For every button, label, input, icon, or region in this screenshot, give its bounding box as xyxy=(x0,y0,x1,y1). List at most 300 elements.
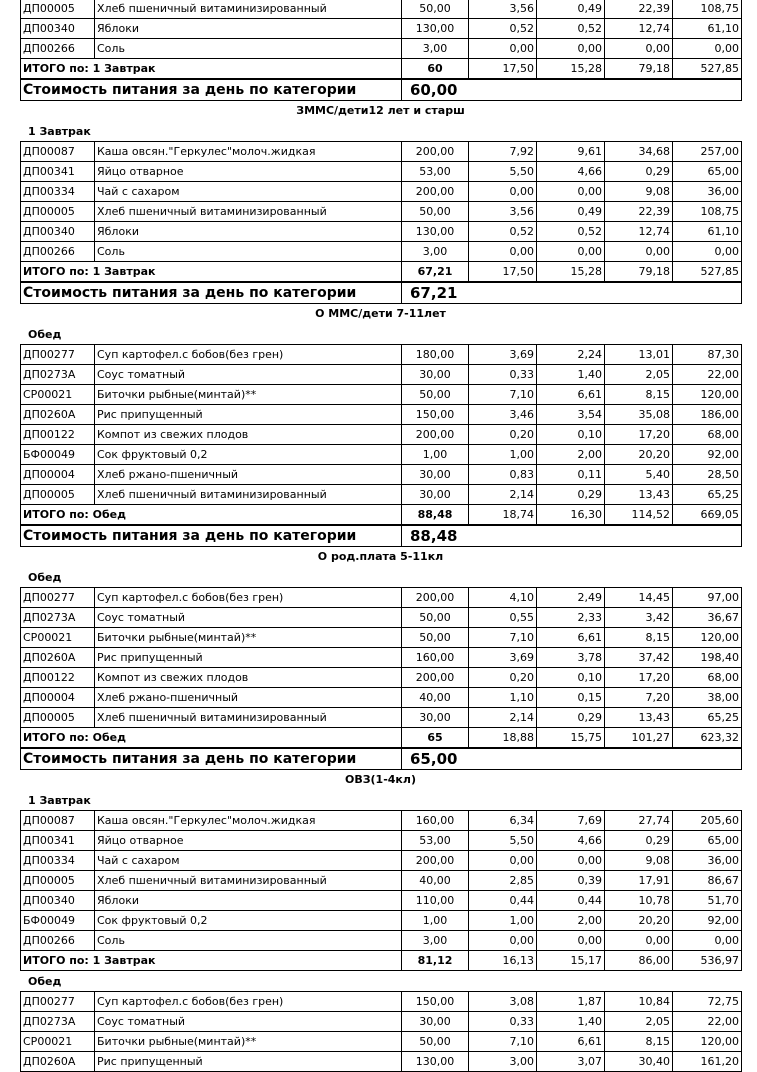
meal-total-cost: 81,12 xyxy=(402,951,469,971)
table-row xyxy=(21,851,742,871)
meal-total-carbs: 101,27 xyxy=(605,728,673,748)
dish-name: Яблоки xyxy=(95,891,402,911)
category-cost-row xyxy=(21,749,742,770)
dish-protein: 7,10 xyxy=(469,385,537,405)
category-cost-row xyxy=(21,80,742,101)
dish-name: Хлеб пшеничный витаминизированный xyxy=(95,202,402,222)
dish-protein: 3,69 xyxy=(469,345,537,365)
dish-code: ДП00277 xyxy=(21,588,95,608)
dish-fat: 0,10 xyxy=(537,425,605,445)
dish-name: Яблоки xyxy=(95,222,402,242)
dish-fat: 3,07 xyxy=(537,1052,605,1072)
dish-quantity: 50,00 xyxy=(402,202,469,222)
dish-protein: 0,00 xyxy=(469,931,537,951)
meal-title: 1 Завтрак xyxy=(28,794,91,807)
dish-code: ДП00005 xyxy=(21,708,95,728)
dish-fat: 0,44 xyxy=(537,891,605,911)
dish-calories: 36,00 xyxy=(673,182,742,202)
dish-name: Рис припущенный xyxy=(95,1052,402,1072)
table-row xyxy=(21,628,742,648)
dish-name: Хлеб пшеничный витаминизированный xyxy=(95,485,402,505)
table-row xyxy=(21,1052,742,1072)
table-row xyxy=(21,1012,742,1032)
meal-total-protein: 18,88 xyxy=(469,728,537,748)
dish-protein: 3,56 xyxy=(469,202,537,222)
table-row xyxy=(21,425,742,445)
dish-fat: 6,61 xyxy=(537,385,605,405)
table-row xyxy=(21,485,742,505)
dish-name: Рис припущенный xyxy=(95,405,402,425)
category-cost-value: 67,21 xyxy=(402,283,742,304)
dish-protein: 1,00 xyxy=(469,445,537,465)
category-cost-row xyxy=(21,526,742,547)
dish-protein: 0,20 xyxy=(469,668,537,688)
dish-protein: 2,14 xyxy=(469,485,537,505)
dish-calories: 161,20 xyxy=(673,1052,742,1072)
dish-code: БФ00049 xyxy=(21,445,95,465)
dish-calories: 22,00 xyxy=(673,1012,742,1032)
dish-quantity: 3,00 xyxy=(402,242,469,262)
dish-name: Биточки рыбные(минтай)** xyxy=(95,385,402,405)
meal-table xyxy=(20,810,742,971)
dish-name: Хлеб пшеничный витаминизированный xyxy=(95,871,402,891)
dish-name: Яблоки xyxy=(95,19,402,39)
dish-carbs: 5,40 xyxy=(605,465,673,485)
meal-title: 1 Завтрак xyxy=(28,125,91,138)
table-row xyxy=(21,39,742,59)
dish-fat: 0,00 xyxy=(537,242,605,262)
category-cost-table xyxy=(20,79,742,101)
dish-name: Рис припущенный xyxy=(95,648,402,668)
dish-calories: 198,40 xyxy=(673,648,742,668)
table-row xyxy=(21,162,742,182)
table-row xyxy=(21,242,742,262)
dish-fat: 0,52 xyxy=(537,19,605,39)
meal-total-fat: 15,17 xyxy=(537,951,605,971)
dish-fat: 1,40 xyxy=(537,365,605,385)
dish-calories: 0,00 xyxy=(673,39,742,59)
dish-carbs: 0,00 xyxy=(605,242,673,262)
dish-fat: 0,52 xyxy=(537,222,605,242)
dish-carbs: 9,08 xyxy=(605,182,673,202)
dish-fat: 1,87 xyxy=(537,992,605,1012)
dish-fat: 7,69 xyxy=(537,811,605,831)
dish-protein: 2,14 xyxy=(469,708,537,728)
dish-protein: 5,50 xyxy=(469,831,537,851)
dish-fat: 2,00 xyxy=(537,911,605,931)
meal-table xyxy=(20,991,742,1072)
dish-fat: 3,78 xyxy=(537,648,605,668)
dish-calories: 65,00 xyxy=(673,162,742,182)
dish-carbs: 0,29 xyxy=(605,831,673,851)
meal-table xyxy=(20,141,742,282)
dish-fat: 0,15 xyxy=(537,688,605,708)
dish-code: СР00021 xyxy=(21,1032,95,1052)
dish-carbs: 0,00 xyxy=(605,931,673,951)
table-row xyxy=(21,222,742,242)
meal-total-fat: 15,75 xyxy=(537,728,605,748)
dish-protein: 5,50 xyxy=(469,162,537,182)
dish-name: Хлеб ржано-пшеничный xyxy=(95,688,402,708)
category-title: О род.плата 5-11кл xyxy=(317,550,444,563)
dish-code: ДП00004 xyxy=(21,688,95,708)
dish-carbs: 37,42 xyxy=(605,648,673,668)
dish-quantity: 50,00 xyxy=(402,628,469,648)
dish-fat: 0,00 xyxy=(537,182,605,202)
table-row xyxy=(21,345,742,365)
table-row xyxy=(21,911,742,931)
table-row xyxy=(21,465,742,485)
meal-total-calories: 669,05 xyxy=(673,505,742,525)
dish-carbs: 12,74 xyxy=(605,19,673,39)
dish-code: ДП00266 xyxy=(21,39,95,59)
category-cost-table xyxy=(20,748,742,770)
category-cost-table xyxy=(20,282,742,304)
dish-code: ДП00340 xyxy=(21,891,95,911)
dish-code: СР00021 xyxy=(21,628,95,648)
dish-carbs: 10,84 xyxy=(605,992,673,1012)
table-row xyxy=(21,648,742,668)
dish-code: ДП0273А xyxy=(21,1012,95,1032)
dish-name: Чай с сахаром xyxy=(95,851,402,871)
dish-calories: 68,00 xyxy=(673,668,742,688)
dish-quantity: 160,00 xyxy=(402,648,469,668)
dish-calories: 92,00 xyxy=(673,445,742,465)
dish-carbs: 8,15 xyxy=(605,1032,673,1052)
dish-protein: 3,69 xyxy=(469,648,537,668)
table-row xyxy=(21,992,742,1012)
dish-calories: 28,50 xyxy=(673,465,742,485)
table-row xyxy=(21,668,742,688)
dish-fat: 1,40 xyxy=(537,1012,605,1032)
meal-total-calories: 527,85 xyxy=(673,262,742,282)
dish-quantity: 30,00 xyxy=(402,708,469,728)
dish-protein: 0,83 xyxy=(469,465,537,485)
dish-quantity: 130,00 xyxy=(402,222,469,242)
dish-code: ДП0273А xyxy=(21,365,95,385)
dish-quantity: 200,00 xyxy=(402,182,469,202)
meal-total-label: ИТОГО по: Обед xyxy=(21,505,402,525)
dish-quantity: 50,00 xyxy=(402,0,469,19)
meal-total-row xyxy=(21,262,742,282)
dish-name: Соль xyxy=(95,39,402,59)
dish-quantity: 200,00 xyxy=(402,142,469,162)
dish-code: ДП0273А xyxy=(21,608,95,628)
table-row xyxy=(21,405,742,425)
table-row xyxy=(21,0,742,19)
dish-quantity: 53,00 xyxy=(402,831,469,851)
dish-carbs: 8,15 xyxy=(605,385,673,405)
dish-calories: 61,10 xyxy=(673,222,742,242)
table-row xyxy=(21,1032,742,1052)
table-row xyxy=(21,19,742,39)
dish-carbs: 13,43 xyxy=(605,708,673,728)
dish-protein: 0,52 xyxy=(469,222,537,242)
dish-code: ДП00266 xyxy=(21,931,95,951)
table-row xyxy=(21,688,742,708)
dish-name: Каша овсян."Геркулес"молоч.жидкая xyxy=(95,142,402,162)
dish-carbs: 14,45 xyxy=(605,588,673,608)
dish-fat: 4,66 xyxy=(537,831,605,851)
dish-name: Яйцо отварное xyxy=(95,162,402,182)
dish-code: ДП00004 xyxy=(21,465,95,485)
dish-name: Сок фруктовый 0,2 xyxy=(95,911,402,931)
dish-name: Хлеб ржано-пшеничный xyxy=(95,465,402,485)
dish-calories: 205,60 xyxy=(673,811,742,831)
dish-protein: 7,10 xyxy=(469,628,537,648)
dish-calories: 186,00 xyxy=(673,405,742,425)
table-row xyxy=(21,708,742,728)
dish-calories: 97,00 xyxy=(673,588,742,608)
category-cost-label: Стоимость питания за день по категории xyxy=(21,80,402,101)
dish-name: Биточки рыбные(минтай)** xyxy=(95,628,402,648)
dish-protein: 0,33 xyxy=(469,365,537,385)
category-cost-row xyxy=(21,283,742,304)
dish-calories: 36,67 xyxy=(673,608,742,628)
dish-quantity: 1,00 xyxy=(402,911,469,931)
dish-quantity: 150,00 xyxy=(402,992,469,1012)
table-row xyxy=(21,182,742,202)
dish-code: ДП00005 xyxy=(21,0,95,19)
dish-protein: 3,00 xyxy=(469,1052,537,1072)
dish-carbs: 2,05 xyxy=(605,1012,673,1032)
dish-carbs: 13,43 xyxy=(605,485,673,505)
dish-carbs: 20,20 xyxy=(605,911,673,931)
category-cost-label: Стоимость питания за день по категории xyxy=(21,283,402,304)
dish-code: ДП00340 xyxy=(21,222,95,242)
category-cost-value: 60,00 xyxy=(402,80,742,101)
dish-calories: 51,70 xyxy=(673,891,742,911)
dish-calories: 72,75 xyxy=(673,992,742,1012)
dish-calories: 257,00 xyxy=(673,142,742,162)
dish-fat: 2,00 xyxy=(537,445,605,465)
dish-quantity: 130,00 xyxy=(402,19,469,39)
dish-name: Чай с сахаром xyxy=(95,182,402,202)
dish-calories: 120,00 xyxy=(673,1032,742,1052)
dish-fat: 0,49 xyxy=(537,202,605,222)
meal-total-cost: 65 xyxy=(402,728,469,748)
dish-protein: 0,00 xyxy=(469,182,537,202)
meal-total-fat: 15,28 xyxy=(537,262,605,282)
dish-carbs: 3,42 xyxy=(605,608,673,628)
dish-quantity: 180,00 xyxy=(402,345,469,365)
meal-total-calories: 536,97 xyxy=(673,951,742,971)
dish-carbs: 20,20 xyxy=(605,445,673,465)
dish-code: ДП00087 xyxy=(21,142,95,162)
dish-fat: 0,39 xyxy=(537,871,605,891)
dish-calories: 92,00 xyxy=(673,911,742,931)
dish-code: ДП00277 xyxy=(21,345,95,365)
meal-total-carbs: 114,52 xyxy=(605,505,673,525)
meal-total-carbs: 86,00 xyxy=(605,951,673,971)
category-title: ОВЗ(1-4кл) xyxy=(344,773,416,786)
dish-carbs: 22,39 xyxy=(605,202,673,222)
dish-carbs: 17,91 xyxy=(605,871,673,891)
dish-quantity: 200,00 xyxy=(402,588,469,608)
table-row xyxy=(21,385,742,405)
dish-protein: 0,33 xyxy=(469,1012,537,1032)
dish-protein: 0,00 xyxy=(469,39,537,59)
meal-table xyxy=(20,0,742,79)
dish-fat: 4,66 xyxy=(537,162,605,182)
dish-carbs: 22,39 xyxy=(605,0,673,19)
meal-total-label: ИТОГО по: Обед xyxy=(21,728,402,748)
meal-total-row xyxy=(21,59,742,79)
dish-fat: 2,49 xyxy=(537,588,605,608)
dish-fat: 3,54 xyxy=(537,405,605,425)
table-row xyxy=(21,202,742,222)
meal-title: Обед xyxy=(28,975,62,988)
dish-quantity: 30,00 xyxy=(402,365,469,385)
dish-name: Суп картофел.с бобов(без грен) xyxy=(95,345,402,365)
dish-name: Каша овсян."Геркулес"молоч.жидкая xyxy=(95,811,402,831)
dish-code: ДП00277 xyxy=(21,992,95,1012)
meal-total-row xyxy=(21,505,742,525)
category-title: ЗММС/дети12 лет и старш xyxy=(296,104,465,117)
dish-carbs: 17,20 xyxy=(605,668,673,688)
meal-total-protein: 17,50 xyxy=(469,59,537,79)
dish-fat: 6,61 xyxy=(537,628,605,648)
dish-calories: 68,00 xyxy=(673,425,742,445)
meal-total-carbs: 79,18 xyxy=(605,262,673,282)
dish-calories: 22,00 xyxy=(673,365,742,385)
dish-carbs: 34,68 xyxy=(605,142,673,162)
dish-protein: 3,56 xyxy=(469,0,537,19)
dish-carbs: 0,29 xyxy=(605,162,673,182)
dish-name: Соус томатный xyxy=(95,608,402,628)
dish-protein: 7,10 xyxy=(469,1032,537,1052)
dish-code: ДП00340 xyxy=(21,19,95,39)
meal-title: Обед xyxy=(28,328,62,341)
dish-calories: 0,00 xyxy=(673,931,742,951)
dish-calories: 65,25 xyxy=(673,485,742,505)
table-row xyxy=(21,871,742,891)
dish-calories: 38,00 xyxy=(673,688,742,708)
dish-protein: 1,10 xyxy=(469,688,537,708)
meal-total-fat: 16,30 xyxy=(537,505,605,525)
dish-fat: 9,61 xyxy=(537,142,605,162)
dish-quantity: 1,00 xyxy=(402,445,469,465)
dish-carbs: 10,78 xyxy=(605,891,673,911)
dish-carbs: 2,05 xyxy=(605,365,673,385)
dish-code: ДП00122 xyxy=(21,668,95,688)
dish-protein: 3,46 xyxy=(469,405,537,425)
meal-total-protein: 18,74 xyxy=(469,505,537,525)
dish-calories: 36,00 xyxy=(673,851,742,871)
dish-quantity: 40,00 xyxy=(402,871,469,891)
dish-code: ДП00005 xyxy=(21,871,95,891)
dish-quantity: 53,00 xyxy=(402,162,469,182)
dish-code: ДП00334 xyxy=(21,182,95,202)
dish-calories: 108,75 xyxy=(673,202,742,222)
meal-total-row xyxy=(21,728,742,748)
meal-table xyxy=(20,587,742,748)
dish-quantity: 3,00 xyxy=(402,39,469,59)
dish-name: Суп картофел.с бобов(без грен) xyxy=(95,992,402,1012)
meal-total-cost: 88,48 xyxy=(402,505,469,525)
dish-name: Яйцо отварное xyxy=(95,831,402,851)
meal-total-label: ИТОГО по: 1 Завтрак xyxy=(21,262,402,282)
meal-total-carbs: 79,18 xyxy=(605,59,673,79)
dish-protein: 4,10 xyxy=(469,588,537,608)
dish-fat: 0,49 xyxy=(537,0,605,19)
table-row xyxy=(21,931,742,951)
dish-name: Суп картофел.с бобов(без грен) xyxy=(95,588,402,608)
dish-calories: 65,00 xyxy=(673,831,742,851)
meal-total-label: ИТОГО по: 1 Завтрак xyxy=(21,59,402,79)
dish-protein: 6,34 xyxy=(469,811,537,831)
table-row xyxy=(21,891,742,911)
meal-total-cost: 67,21 xyxy=(402,262,469,282)
dish-carbs: 7,20 xyxy=(605,688,673,708)
dish-calories: 65,25 xyxy=(673,708,742,728)
table-row xyxy=(21,811,742,831)
dish-quantity: 130,00 xyxy=(402,1052,469,1072)
dish-code: ДП0260А xyxy=(21,405,95,425)
dish-fat: 0,10 xyxy=(537,668,605,688)
dish-protein: 0,55 xyxy=(469,608,537,628)
dish-protein: 0,20 xyxy=(469,425,537,445)
table-row xyxy=(21,445,742,465)
dish-name: Биточки рыбные(минтай)** xyxy=(95,1032,402,1052)
dish-code: ДП0260А xyxy=(21,1052,95,1072)
table-row xyxy=(21,588,742,608)
dish-calories: 61,10 xyxy=(673,19,742,39)
dish-code: ДП00266 xyxy=(21,242,95,262)
dish-name: Сок фруктовый 0,2 xyxy=(95,445,402,465)
dish-fat: 0,11 xyxy=(537,465,605,485)
dish-name: Соус томатный xyxy=(95,1012,402,1032)
meal-total-protein: 17,50 xyxy=(469,262,537,282)
meal-table xyxy=(20,344,742,525)
dish-name: Соль xyxy=(95,931,402,951)
dish-protein: 1,00 xyxy=(469,911,537,931)
dish-carbs: 30,40 xyxy=(605,1052,673,1072)
dish-quantity: 50,00 xyxy=(402,608,469,628)
dish-code: ДП00122 xyxy=(21,425,95,445)
meal-title: Обед xyxy=(28,571,62,584)
dish-fat: 0,00 xyxy=(537,931,605,951)
meal-total-calories: 623,32 xyxy=(673,728,742,748)
category-title: О ММС/дети 7-11лет xyxy=(315,307,446,320)
dish-quantity: 3,00 xyxy=(402,931,469,951)
category-cost-label: Стоимость питания за день по категории xyxy=(21,526,402,547)
dish-fat: 0,00 xyxy=(537,39,605,59)
dish-carbs: 8,15 xyxy=(605,628,673,648)
dish-quantity: 200,00 xyxy=(402,668,469,688)
dish-quantity: 200,00 xyxy=(402,425,469,445)
dish-calories: 108,75 xyxy=(673,0,742,19)
dish-code: ДП0260А xyxy=(21,648,95,668)
meal-total-fat: 15,28 xyxy=(537,59,605,79)
dish-code: СР00021 xyxy=(21,385,95,405)
table-row xyxy=(21,365,742,385)
dish-carbs: 0,00 xyxy=(605,39,673,59)
dish-code: БФ00049 xyxy=(21,911,95,931)
dish-protein: 0,00 xyxy=(469,851,537,871)
dish-calories: 86,67 xyxy=(673,871,742,891)
dish-quantity: 30,00 xyxy=(402,1012,469,1032)
dish-calories: 120,00 xyxy=(673,385,742,405)
dish-quantity: 50,00 xyxy=(402,385,469,405)
dish-carbs: 27,74 xyxy=(605,811,673,831)
dish-quantity: 50,00 xyxy=(402,1032,469,1052)
dish-fat: 2,33 xyxy=(537,608,605,628)
dish-quantity: 110,00 xyxy=(402,891,469,911)
dish-quantity: 150,00 xyxy=(402,405,469,425)
table-row xyxy=(21,142,742,162)
dish-calories: 120,00 xyxy=(673,628,742,648)
